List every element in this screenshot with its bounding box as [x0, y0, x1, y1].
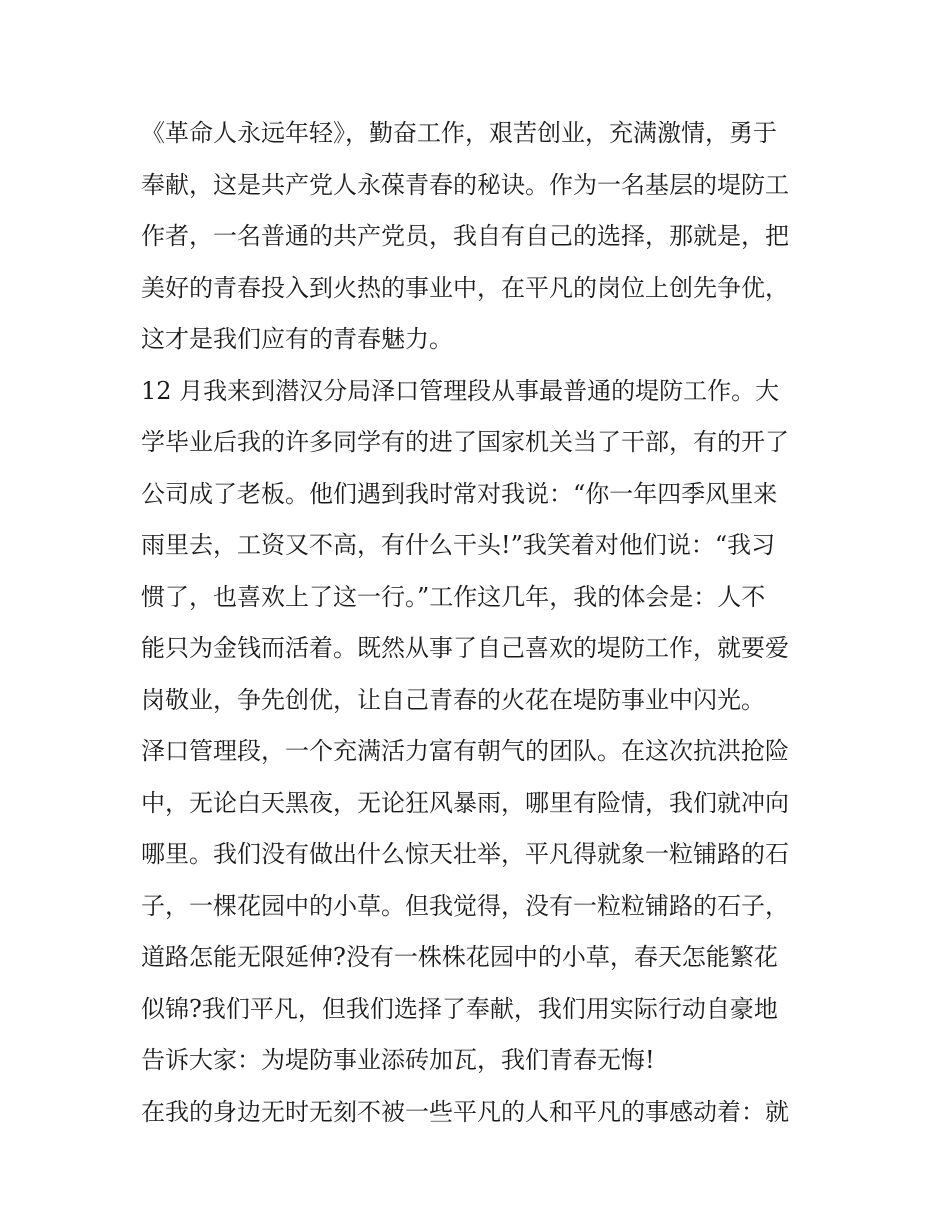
text-line: 惯了，也喜欢上了这一行。”工作这几年，我的体会是：人不: [141, 582, 766, 611]
text-line: 《革命人永远年轻》，勤奋工作，艰苦创业，充满激情，勇于: [141, 119, 777, 147]
document-body: [141, 108, 813, 1138]
text-line: 能只为金钱而活着。既然从事了自己喜欢的堤防工作，就要爱: [141, 634, 789, 662]
paragraph-2: [141, 366, 813, 727]
text-line: 哪里。我们没有做出什么惊天壮举，平凡得就象一粒铺路的石: [141, 840, 789, 868]
text-line: 在我的身边无时无刻不被一些平凡的人和平凡的事感动着：就: [141, 1097, 789, 1126]
paragraph-3: [141, 726, 813, 1087]
text-line: 告诉大家：为堤防事业添砖加瓦，我们青春无悔!: [141, 1046, 655, 1074]
text-line: 这才是我们应有的青春魅力。: [141, 325, 453, 353]
text-line: 12 月我来到潜汉分局泽口管理段从事最普通的堤防工作。大: [141, 376, 780, 405]
text-line: 学毕业后我的许多同学有的进了国家机关当了干部，有的开了: [141, 428, 789, 456]
text-line: 道路怎能无限延伸?没有一株株花园中的小草，春天怎能繁花: [141, 943, 778, 971]
text-line: 美好的青春投入到火热的事业中，在平凡的岗位上创先争优，: [141, 273, 789, 302]
text-line: 似锦?我们平凡，但我们选择了奉献，我们用实际行动自豪地: [141, 994, 778, 1023]
text-line: 作者，一名普通的共产党员，我自有自己的选择，那就是，把: [141, 222, 789, 250]
text-line: 泽口管理段，一个充满活力富有朝气的团队。在这次抗洪抢险: [141, 737, 789, 765]
text-line: 中，无论白天黑夜，无论狂风暴雨，哪里有险情，我们就冲向: [141, 788, 789, 817]
text-line: 岗敬业，争先创优，让自己青春的火花在堤防事业中闪光。: [141, 685, 765, 714]
paragraph-4: [141, 1087, 813, 1139]
paragraph-1: [141, 108, 813, 366]
text-line: 奉献，这是共产党人永葆青春的秘诀。作为一名基层的堤防工: [141, 170, 789, 199]
text-line: 公司成了老板。他们遇到我时常对我说：“你一年四季风里来: [141, 479, 778, 508]
text-line: 子，一棵花园中的小草。但我觉得，没有一粒粒铺路的石子，: [141, 891, 789, 920]
text-line: 雨里去，工资又不高，有什么干头!”我笑着对他们说：“我习: [141, 531, 776, 559]
